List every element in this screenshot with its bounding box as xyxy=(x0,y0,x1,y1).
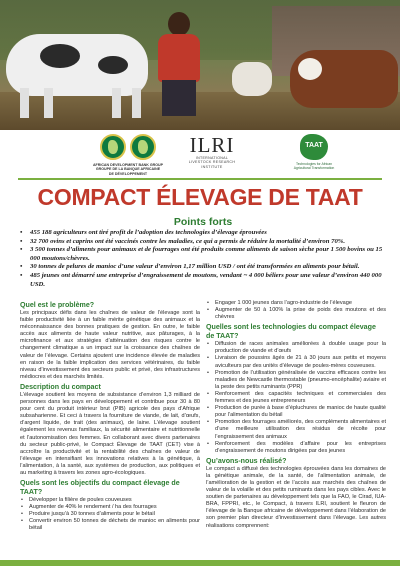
achievements-heading: Qu’avons-nous réalisé? xyxy=(206,456,287,465)
brown-cow xyxy=(290,50,398,108)
afdb-globe-icon xyxy=(100,134,126,160)
left-column xyxy=(20,300,200,535)
afdb-globe-icon xyxy=(130,134,156,160)
technology-item: • Diffusion de races animales améliorées à double usage pour la production de viande et d’œufs xyxy=(206,341,386,355)
right-column xyxy=(206,300,386,532)
description-text: L’élevage soutient les moyens de subsistance d’environ 1,3 milliard de personnes dans les pays en développement et contribue pour 30 à 80 pour cent du produit intérieur brut (PIB) agricole des pays d’Afrique subsaharienne. Et ceci à travers la fourniture de viande, de lait, d’œufs, d’argent liquide, de trait (des animaux), de laine. L’élevage soutient également les revenus familiaux, la sécurité alimentaire et nutritionnelle et l’autonomisation des femmes. En collaborant avec divers partenaires du secteur public-privé, le Compact Élevage de TAAT (CET) vise à accroître la productivité et la rentabilité des chaînes de valeur de l’élevage en intensifiant les innovations relatives à la génétique, à l’alimentation, à la santé, aux systèmes de production, aux politiques et au marketing à travers les zones agro-écologiques. xyxy=(20,391,200,476)
highlight-item: • 3 500 tonnes d’aliments pour animaux et de fourrages ont été produits comme aliments de saison sèche pour 1 500 bovins ou 15 000 moutons/chèvres. xyxy=(20,246,386,263)
ilri-logo-text: INTERNATIONAL LIVESTOCK RESEARCH INSTITUTE xyxy=(188,156,236,169)
highlight-item: • 30 tonnes de pelures de manioc d’une valeur d’environ 1,17 million USD / ont été transformées en aliments pour bétail. xyxy=(20,263,386,272)
highlight-item: • 485 jeunes ont démarré une entreprise d’engraissement de moutons, vendant ~ 4 000 béliers pour une valeur d’environ 440 000 USD. xyxy=(20,272,386,289)
logo-band xyxy=(0,130,400,178)
highlight-item: • 455 188 agriculteurs ont tiré profit de l’adoption des technologies d’élevage éprouvées xyxy=(20,229,386,238)
cow-leg xyxy=(112,88,121,118)
cow-leg xyxy=(44,88,53,118)
technologies-list xyxy=(206,341,386,455)
taat-logo-text: Technologies for African Agricultural Transformation xyxy=(293,162,335,171)
footer-rule xyxy=(0,560,400,566)
problem-heading: Quel est le problème? xyxy=(20,301,95,309)
afdb-logo xyxy=(88,134,168,176)
technology-item: • Livraison de poussins âgés de 21 à 30 jours aux petits et moyens aviculteurs par des unités d’élevage de poules-mères couveuses. xyxy=(206,355,386,369)
technology-item: • Promotion de l’utilisation généralisée de vaccins efficaces contre les maladies de Newcastle thermostable (pneumo-encéphalite) aviaire et la peste des petits ruminants (PPR) xyxy=(206,370,386,391)
technology-item: • Renforcement des capacités techniques et commerciales des femmes et des jeunes entrepreneurs xyxy=(206,391,386,405)
goat xyxy=(232,62,272,96)
objective-item: • Augmenter de 40% le rendement / ha des fourrages xyxy=(20,504,200,511)
highlights-heading: Points forts xyxy=(173,216,233,228)
achievements-text: Le compact a diffusé des technologies éprouvées dans les domaines de la génétique animale, de la santé, de l’alimentation animale, de l’amélioration de la gestion et de l’accès aux marchés des chaînes de valeur de la volaille et des petits ruminants dans les pays cibles. Avec le soutien de partenaires au développement tels que la FAO, le Cirad, IUA-BRA, FPPRI, etc., le Compact, à travers ILRI, soutient le fleuron de l’élevage de la Banque africaine de développement dans l’élaboration de son premier plan directeur d’investissement dans l’élevage. Les autres réalisations comprennent: xyxy=(206,465,386,529)
cow-leg xyxy=(20,88,29,118)
technology-item: • Renforcement des modèles d’affaire pour les entreprises d’engraissement de moutons dirigées par des jeunes xyxy=(206,441,386,455)
technology-item: • Promotion des fourrages améliorés, des compléments alimentaires et d’une meilleure utilisation des résidus de récolte pour l’engraissement des animaux xyxy=(206,419,386,440)
problem-text: Les principaux défis dans les chaînes de valeur de l’élevage sont la faible productivité liée à un faible mérite génétique des animaux et la méconnaissance des bonnes pratiques de gestion. En outre, le faible accès aux aliments de haute valeur nutritive, aux pâturages, à la microfinance et aux stratégies d’atténuation des risques contre le changement climatique a un impact sur la croissance des chaînes de valeur de l’élevage. Certains ajoutent une incidence élevée de maladies en raison de la faible implication des services vétérinaires, du faible niveau d’investissement des secteurs public et privé, des infrastructures médiocres et des marchés limités. xyxy=(20,310,200,380)
ilri-logo xyxy=(182,134,242,176)
farmer-figure xyxy=(150,12,208,116)
highlight-item: • 32 700 ovins et caprins ont été vaccinés contre les maladies, ce qui a permis de réduire la mortalité d’environ 70%. xyxy=(20,238,386,247)
objective-item: • Convertir environ 50 tonnes de déchets de manioc en aliments pour bétail xyxy=(20,518,200,532)
objectives-list-continued xyxy=(206,300,386,321)
afdb-logo-text: AFRICAN DEVELOPMENT BANK GROUP GROUPE DE LA BANQUE AFRICAINE DE DÉVELOPPEMENT xyxy=(92,163,164,176)
description-heading: Description du compact xyxy=(20,382,101,391)
divider xyxy=(18,178,382,180)
cow-leg xyxy=(132,88,141,118)
technology-item: • Production de purée à base d’épluchures de manioc de haute qualité pour l’alimentation du bétail xyxy=(206,405,386,419)
objective-item: • Engager 1 000 jeunes dans l’agro-industrie de l’élevage xyxy=(206,300,386,307)
africa-map-icon: TAAT xyxy=(300,134,328,160)
technologies-heading: Quelles sont les technologies du compact élevage de TAAT? xyxy=(206,323,376,341)
objectives-list xyxy=(20,497,200,532)
highlights-list xyxy=(20,229,386,289)
objective-item: • Produire jusqu’à 30 tonnes d’aliments pour le bétail xyxy=(20,511,200,518)
highlights-section xyxy=(20,216,386,289)
objective-item: • Augmenter de 50 à 100% la prise de poids des moutons et des chèvres xyxy=(206,307,386,321)
taat-logo xyxy=(284,134,344,176)
holstein-cow xyxy=(6,34,148,96)
objective-item: • Développer la filière de poules couveuses xyxy=(20,497,200,504)
page-title: COMPACT ÉLEVAGE DE TAAT xyxy=(37,184,363,210)
objectives-heading: Quels sont les objectifs du compact élevage de TAAT? xyxy=(20,479,180,497)
hero-photo xyxy=(0,0,400,130)
ilri-mark: ILRI xyxy=(189,133,235,157)
